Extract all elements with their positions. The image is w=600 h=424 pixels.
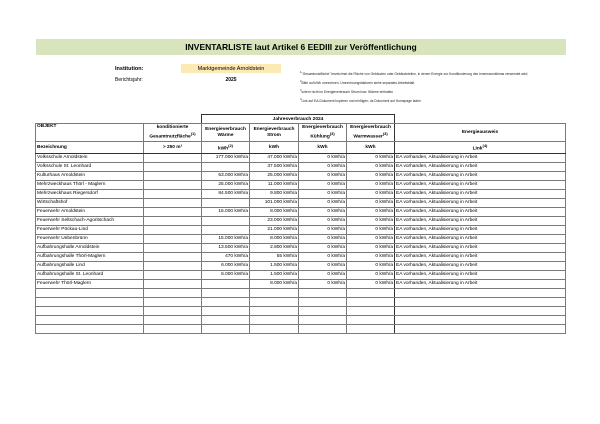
row-kuehlung: 0 kWh/a	[299, 270, 347, 279]
empty-cell	[144, 297, 202, 306]
row-name: Mehrzweckhaus Thörl - Maglern	[36, 180, 144, 189]
row-flaeche	[144, 261, 202, 270]
empty-cell	[202, 288, 250, 297]
table-row	[36, 243, 566, 252]
table-row	[36, 189, 566, 198]
row-warmwasser: 0 kWh/a	[347, 162, 395, 171]
empty-cell	[202, 324, 250, 333]
row-waerme: 84.500 kWh/a	[202, 189, 250, 198]
row-name: Wirtschaftshof	[36, 198, 144, 207]
row-warmwasser: 0 kWh/a	[347, 261, 395, 270]
col-kuehlung: Energieverbrauch Kühlung$^{(3)}$	[299, 124, 347, 142]
row-strom: 21.000 kWh/a	[250, 225, 299, 234]
row-ausweis: EA vorhanden, Aktualisierung in Arbeit	[395, 153, 566, 162]
col-waerme: Energieverbrauch Wärme	[202, 124, 250, 142]
row-waerme: 15.000 kWh/a	[202, 207, 250, 216]
row-flaeche	[144, 252, 202, 261]
empty-cell	[250, 297, 299, 306]
empty-row	[36, 306, 566, 315]
row-flaeche	[144, 243, 202, 252]
col-strom: Energieverbrauch Strom	[250, 124, 299, 142]
row-waerme: 25.000 kWh/a	[202, 180, 250, 189]
row-name: Aufbahrungshalle Arnoldstein	[36, 243, 144, 252]
empty-cell	[395, 297, 566, 306]
row-name: Feuerwehr Uebenbrünn	[36, 234, 144, 243]
table-row	[36, 216, 566, 225]
empty-cell	[250, 306, 299, 315]
row-name: Feuerwehr Thörl-Maglern	[36, 279, 144, 288]
empty-row	[36, 297, 566, 306]
empty-cell	[347, 288, 395, 297]
row-waerme	[202, 198, 250, 207]
empty-row	[36, 288, 566, 297]
row-strom: 25.000 kWh/a	[250, 171, 299, 180]
row-ausweis: EA vorhanden, Aktualisierung in Arbeit	[395, 252, 566, 261]
col-warmwasser: Energieverbrauch Warmwasser$^{(3)}$	[347, 124, 395, 142]
sub-waerme: kWh$^{(2)}$	[202, 142, 250, 154]
table-row	[36, 207, 566, 216]
table-row	[36, 162, 566, 171]
col-ausweis: Energieausweis	[395, 124, 566, 142]
row-kuehlung: 0 kWh/a	[299, 189, 347, 198]
row-ausweis: EA vorhanden, Aktualisierung in Arbeit	[395, 234, 566, 243]
inventory-table	[35, 114, 566, 334]
row-flaeche	[144, 216, 202, 225]
row-ausweis: EA vorhanden, Aktualisierung in Arbeit	[395, 225, 566, 234]
row-flaeche	[144, 198, 202, 207]
empty-cell	[395, 315, 566, 324]
row-strom: 101.000 kWh/a	[250, 198, 299, 207]
row-ausweis: EA vorhanden, Aktualisierung in Arbeit	[395, 171, 566, 180]
row-warmwasser: 0 kWh/a	[347, 279, 395, 288]
row-strom: 37.500 kWh/a	[250, 162, 299, 171]
row-flaeche	[144, 180, 202, 189]
row-name: Aufbahrungshalle Lind	[36, 261, 144, 270]
row-strom: 47.000 kWh/a	[250, 153, 299, 162]
empty-cell	[395, 324, 566, 333]
empty-cell	[36, 324, 144, 333]
row-ausweis: EA vorhanden, Aktualisierung in Arbeit	[395, 162, 566, 171]
row-flaeche	[144, 225, 202, 234]
row-kuehlung: 0 kWh/a	[299, 162, 347, 171]
row-ausweis: EA vorhanden, Aktualisierung in Arbeit	[395, 180, 566, 189]
title-text: INVENTARLISTE laut Artikel 6 EEDIII zur Veröffentlichung	[185, 42, 417, 52]
row-strom: 1.500 kWh/a	[250, 270, 299, 279]
footnote-4: $^4$Link auf EA-Dokument kopieren und einfügen; ds Dokument auf Homepage laden	[300, 97, 421, 104]
empty-cell	[347, 324, 395, 333]
table-row	[36, 171, 566, 180]
row-waerme	[202, 225, 250, 234]
row-flaeche	[144, 279, 202, 288]
row-name: Feuerwehr Arnoldstein	[36, 207, 144, 216]
row-warmwasser: 0 kWh/a	[347, 207, 395, 216]
row-name: Feuerwehr Pöckau-Lind	[36, 225, 144, 234]
unit-header-row	[36, 142, 566, 154]
sub-warmwasser: kWh	[347, 142, 395, 154]
row-waerme	[202, 216, 250, 225]
row-ausweis: EA vorhanden, Aktualisierung in Arbeit	[395, 189, 566, 198]
empty-cell	[395, 288, 566, 297]
row-warmwasser: 0 kWh/a	[347, 180, 395, 189]
row-waerme	[202, 279, 250, 288]
row-kuehlung: 0 kWh/a	[299, 234, 347, 243]
col-objekt: OBJEKT	[36, 124, 144, 142]
row-strom: 11.000 kWh/a	[250, 180, 299, 189]
row-kuehlung: 0 kWh/a	[299, 180, 347, 189]
row-warmwasser: 0 kWh/a	[347, 216, 395, 225]
sub-kuehlung: kWh	[299, 142, 347, 154]
institution-value: Marktgemeinde Arnoldstein	[181, 64, 281, 73]
empty-cell	[299, 324, 347, 333]
row-warmwasser: 0 kWh/a	[347, 153, 395, 162]
row-name: Kulturhaus Arnoldstein	[36, 171, 144, 180]
empty-cell	[250, 315, 299, 324]
empty-cell	[144, 288, 202, 297]
row-warmwasser: 0 kWh/a	[347, 243, 395, 252]
row-warmwasser: 0 kWh/a	[347, 225, 395, 234]
empty-cell	[36, 315, 144, 324]
empty-cell	[36, 297, 144, 306]
table-row	[36, 198, 566, 207]
table-row	[36, 252, 566, 261]
row-waerme: 470 kWh/a	[202, 252, 250, 261]
empty-cell	[395, 306, 566, 315]
row-flaeche	[144, 189, 202, 198]
row-ausweis: EA vorhanden, Aktualisierung in Arbeit	[395, 279, 566, 288]
row-strom: 23.000 kWh/a	[250, 216, 299, 225]
sub-flaeche: > 250 m²	[144, 142, 202, 154]
row-kuehlung: 0 kWh/a	[299, 279, 347, 288]
row-strom: 8.000 kWh/a	[250, 279, 299, 288]
empty-row	[36, 315, 566, 324]
row-flaeche	[144, 153, 202, 162]
row-flaeche	[144, 171, 202, 180]
row-waerme: 15.000 kWh/a	[202, 234, 250, 243]
row-kuehlung: 0 kWh/a	[299, 261, 347, 270]
row-name: Aufbahrungshalle St. Leonhard	[36, 270, 144, 279]
row-name: Mehrzweckhaus Riegersdorf	[36, 189, 144, 198]
row-warmwasser: 0 kWh/a	[347, 171, 395, 180]
footnote-2: $^2$Bitte auf kWh umrechnen. Umrechnungsfaktoren siehe separates Arbeitsblatt	[300, 79, 415, 86]
row-name: Feuerwehr Seltschach-Agoritschach	[36, 216, 144, 225]
row-waerme: 6.000 kWh/a	[202, 270, 250, 279]
sub-bezeichnung: Bezeichnung	[36, 142, 144, 154]
empty-cell	[299, 306, 347, 315]
empty-cell	[36, 306, 144, 315]
row-kuehlung: 0 kWh/a	[299, 225, 347, 234]
row-strom: 8.000 kWh/a	[250, 234, 299, 243]
row-strom: 9.800 kWh/a	[250, 189, 299, 198]
row-flaeche	[144, 270, 202, 279]
empty-cell	[202, 315, 250, 324]
row-flaeche	[144, 207, 202, 216]
row-kuehlung: 0 kWh/a	[299, 243, 347, 252]
sub-strom: kWh	[250, 142, 299, 154]
row-ausweis: EA vorhanden, Aktualisierung in Arbeit	[395, 207, 566, 216]
row-ausweis: EA vorhanden, Aktualisierung in Arbeit	[395, 243, 566, 252]
row-warmwasser: 0 kWh/a	[347, 270, 395, 279]
empty-cell	[299, 315, 347, 324]
table-row	[36, 261, 566, 270]
row-strom: 55 kWh/a	[250, 252, 299, 261]
row-strom: 1.500 kWh/a	[250, 261, 299, 270]
row-ausweis: EA vorhanden, Aktualisierung in Arbeit	[395, 270, 566, 279]
row-warmwasser: 0 kWh/a	[347, 198, 395, 207]
group-header-row	[36, 115, 566, 124]
row-ausweis: EA vorhanden, Aktualisierung in Arbeit	[395, 261, 566, 270]
table-row	[36, 279, 566, 288]
row-waerme: 177.000 kWh/a	[202, 153, 250, 162]
row-kuehlung: 0 kWh/a	[299, 198, 347, 207]
empty-cell	[347, 306, 395, 315]
empty-cell	[347, 315, 395, 324]
column-header-row	[36, 124, 566, 142]
table-row	[36, 225, 566, 234]
row-ausweis: EA vorhanden, Aktualisierung in Arbeit	[395, 198, 566, 207]
row-strom: 2.800 kWh/a	[250, 243, 299, 252]
year-value: 2025	[225, 76, 237, 83]
table-row	[36, 234, 566, 243]
row-waerme: 13.500 kWh/a	[202, 243, 250, 252]
row-name: Volksschule St. Leonhard	[36, 162, 144, 171]
year-label: Berichtsjahr:	[115, 77, 143, 83]
empty-cell	[202, 297, 250, 306]
empty-cell	[202, 306, 250, 315]
footnotes	[300, 71, 562, 107]
row-warmwasser: 0 kWh/a	[347, 252, 395, 261]
footnote-3: $^3$sofern nicht im Energieverbrauch Strom bzw. Wärme enthalten	[300, 88, 394, 95]
empty-row	[36, 324, 566, 333]
row-kuehlung: 0 kWh/a	[299, 171, 347, 180]
row-strom: 8.000 kWh/a	[250, 207, 299, 216]
row-flaeche	[144, 162, 202, 171]
col-flaeche: konditionierte Gesamtnutzfläche$^{(1)}$	[144, 124, 202, 142]
table-row	[36, 180, 566, 189]
table-row	[36, 270, 566, 279]
row-kuehlung: 0 kWh/a	[299, 207, 347, 216]
row-kuehlung: 0 kWh/a	[299, 153, 347, 162]
empty-cell	[144, 315, 202, 324]
empty-cell	[144, 306, 202, 315]
row-warmwasser: 0 kWh/a	[347, 189, 395, 198]
empty-cell	[299, 297, 347, 306]
row-warmwasser: 0 kWh/a	[347, 234, 395, 243]
row-waerme	[202, 162, 250, 171]
row-kuehlung: 0 kWh/a	[299, 252, 347, 261]
sub-ausweis: Link$^{(4)}$	[395, 142, 566, 154]
empty-cell	[347, 297, 395, 306]
footnote-1: $^1$"Gesamtnutzfläche" bezeichnet die Fläche von Gebäuden oder Gebäudeteilen, in denen Energie zur Konditionierung des Innenraumklimas verwendet wird.	[300, 71, 529, 77]
group-header: Jahresverbrauch 2024	[202, 115, 395, 124]
row-name: Aufbahrungshalle Thörl-Maglern	[36, 252, 144, 261]
row-flaeche	[144, 234, 202, 243]
empty-cell	[299, 288, 347, 297]
empty-cell	[36, 288, 144, 297]
empty-cell	[144, 324, 202, 333]
row-ausweis: EA vorhanden, Aktualisierung in Arbeit	[395, 216, 566, 225]
table-row	[36, 153, 566, 162]
institution-label: Institution:	[115, 66, 144, 72]
row-waerme: 53.000 kWh/a	[202, 171, 250, 180]
document-title	[36, 39, 566, 55]
row-name: Volksschule Arnoldstein	[36, 153, 144, 162]
row-kuehlung: 0 kWh/a	[299, 216, 347, 225]
row-waerme: 6.000 kWh/a	[202, 261, 250, 270]
empty-cell	[250, 288, 299, 297]
empty-cell	[250, 324, 299, 333]
